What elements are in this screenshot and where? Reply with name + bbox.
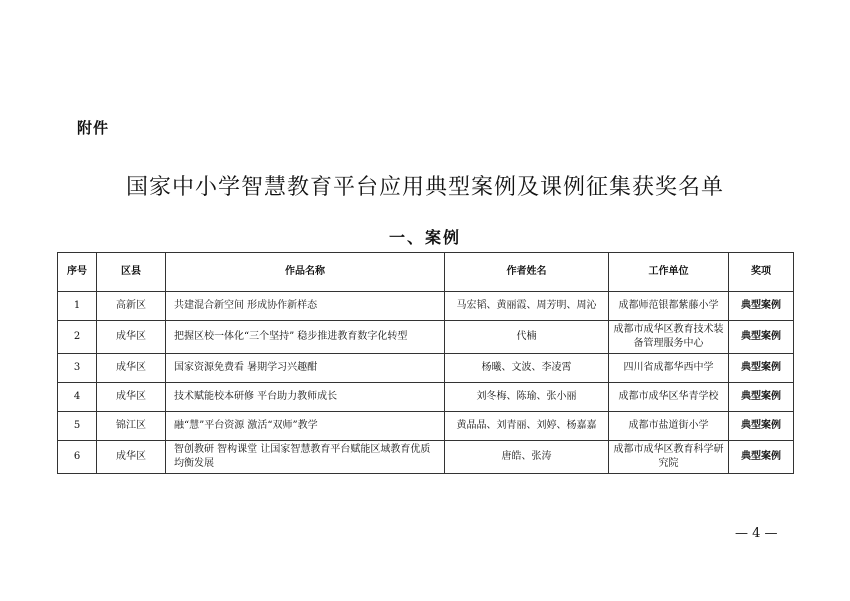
table-body bbox=[58, 292, 794, 474]
cell-index: 4 bbox=[58, 383, 97, 412]
cell-award: 典型案例 bbox=[729, 354, 794, 383]
cell-award: 典型案例 bbox=[729, 441, 794, 474]
table-row bbox=[58, 321, 794, 354]
cell-organization: 四川省成都华西中学 bbox=[609, 354, 729, 383]
cell-district: 高新区 bbox=[97, 292, 166, 321]
cell-district: 成华区 bbox=[97, 441, 166, 474]
attachment-label: 附件 bbox=[77, 119, 110, 137]
cell-work-title: 国家资源免费看 暑期学习兴趣酣 bbox=[166, 354, 445, 383]
cell-district: 成华区 bbox=[97, 354, 166, 383]
table-row bbox=[58, 412, 794, 441]
header-cell-work-title: 作品名称 bbox=[166, 253, 445, 292]
cell-work-title: 共建混合新空间 形成协作新样态 bbox=[166, 292, 445, 321]
cell-district: 成华区 bbox=[97, 321, 166, 354]
cell-work-title: 融“慧”平台资源 激活“双师”教学 bbox=[166, 412, 445, 441]
cell-district: 成华区 bbox=[97, 383, 166, 412]
table-header bbox=[58, 253, 794, 292]
cell-award: 典型案例 bbox=[729, 412, 794, 441]
cell-index: 6 bbox=[58, 441, 97, 474]
cell-organization: 成都师范银都紫藤小学 bbox=[609, 292, 729, 321]
header-cell-index: 序号 bbox=[58, 253, 97, 292]
header-row bbox=[58, 253, 794, 292]
cell-authors: 马宏韬、黄丽霞、周芳明、周沁 bbox=[445, 292, 609, 321]
cell-award: 典型案例 bbox=[729, 292, 794, 321]
section-title: 一、案例 bbox=[388, 228, 461, 247]
cell-index: 5 bbox=[58, 412, 97, 441]
table-row bbox=[58, 441, 794, 474]
cell-award: 典型案例 bbox=[729, 321, 794, 354]
header-cell-award: 奖项 bbox=[729, 253, 794, 292]
awards-table bbox=[57, 252, 794, 474]
cell-organization: 成都市成华区教育科学研究院 bbox=[609, 441, 729, 474]
cell-index: 2 bbox=[58, 321, 97, 354]
header-cell-authors: 作者姓名 bbox=[445, 253, 609, 292]
header-cell-district: 区县 bbox=[97, 253, 166, 292]
cell-district: 锦江区 bbox=[97, 412, 166, 441]
cell-work-title: 技术赋能校本研修 平台助力教师成长 bbox=[166, 383, 445, 412]
cell-work-title: 把握区校一体化“三个坚持” 稳步推进教育数字化转型 bbox=[166, 321, 445, 354]
cell-authors: 唐皓、张涛 bbox=[445, 441, 609, 474]
cell-award: 典型案例 bbox=[729, 383, 794, 412]
cell-index: 3 bbox=[58, 354, 97, 383]
header-cell-organization: 工作单位 bbox=[609, 253, 729, 292]
cell-organization: 成都市成华区教育技术装备管理服务中心 bbox=[609, 321, 729, 354]
cell-authors: 杨曦、文波、李凌霄 bbox=[445, 354, 609, 383]
table-row bbox=[58, 383, 794, 412]
cell-organization: 成都市成华区华青学校 bbox=[609, 383, 729, 412]
cell-authors: 刘冬梅、陈瑜、张小丽 bbox=[445, 383, 609, 412]
table-row bbox=[58, 292, 794, 321]
cell-authors: 黄晶晶、刘青丽、刘婷、杨嘉嘉 bbox=[445, 412, 609, 441]
cell-index: 1 bbox=[58, 292, 97, 321]
cell-authors: 代楠 bbox=[445, 321, 609, 354]
cell-organization: 成都市盐道街小学 bbox=[609, 412, 729, 441]
table-row bbox=[58, 354, 794, 383]
cell-work-title: 智创教研 智构课堂 让国家智慧教育平台赋能区域教育优质均衡发展 bbox=[166, 441, 445, 474]
document-title: 国家中小学智慧教育平台应用典型案例及课例征集获奖名单 bbox=[125, 175, 724, 200]
page-number: — 4 — bbox=[735, 526, 778, 541]
